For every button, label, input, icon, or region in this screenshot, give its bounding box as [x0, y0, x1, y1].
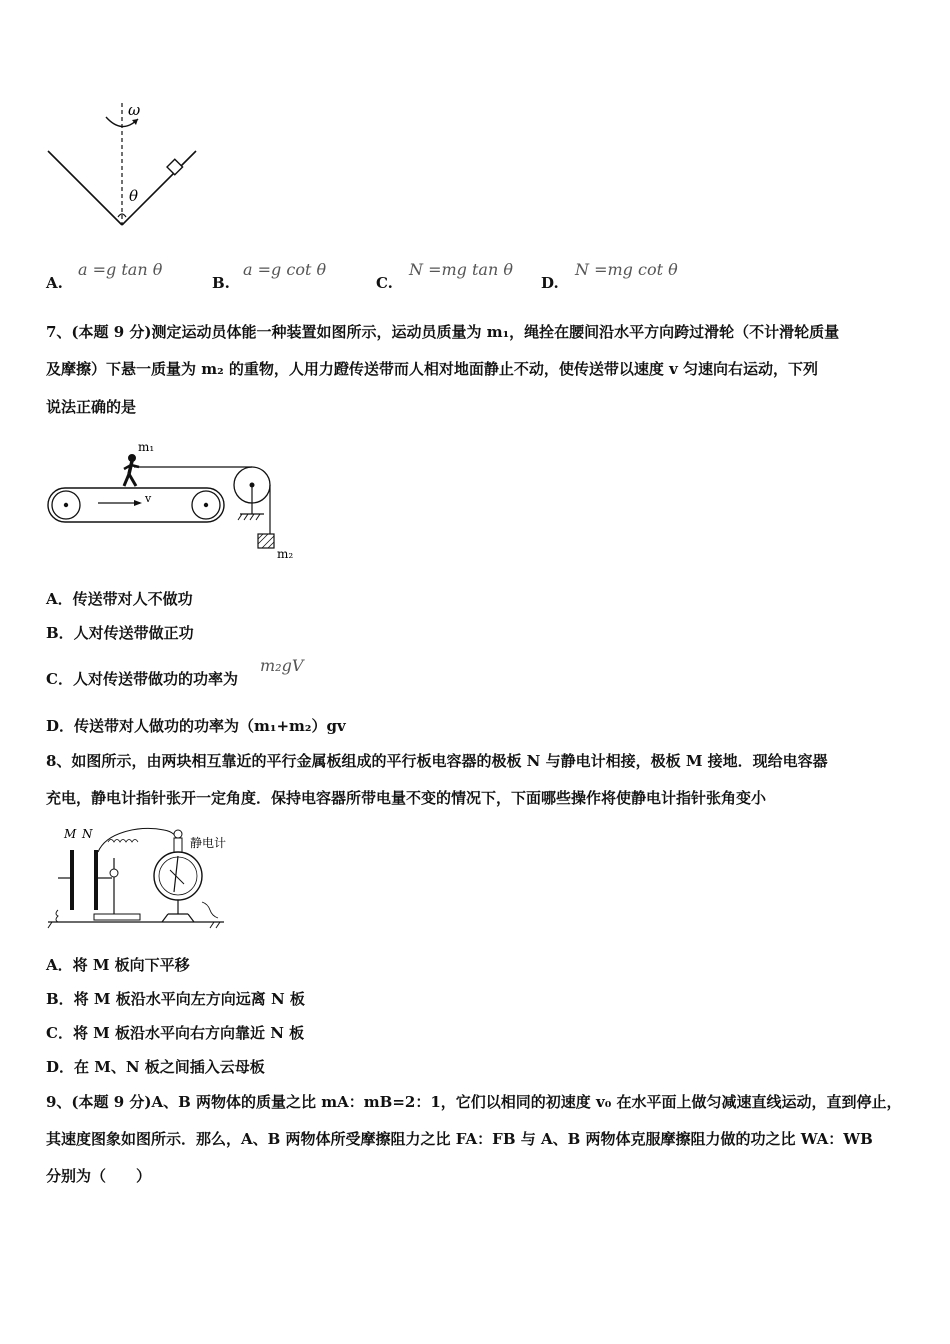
q7-option-c: C．人对传送带做功的功率为	[46, 670, 238, 688]
plate-n-label: N	[82, 827, 93, 841]
velocity-label: v	[145, 492, 152, 505]
q7-text-line3: 说法正确的是	[46, 398, 137, 416]
conveyor-figure	[44, 436, 304, 566]
q7-option-b: B．人对传送带做正功	[46, 624, 194, 642]
q7-option-c-formula: m₂gV	[260, 656, 304, 675]
cone-figure	[40, 95, 210, 235]
q8-option-d: D．在 M、N 板之间插入云母板	[46, 1058, 265, 1076]
m2-label: m₂	[277, 547, 294, 561]
q8-option-c: C．将 M 板沿水平向右方向靠近 N 板	[46, 1024, 305, 1042]
q8-option-a: A．将 M 板向下平移	[46, 956, 190, 974]
electrometer-label: 静电计	[190, 836, 227, 850]
q6-option-d-letter: D.	[541, 274, 559, 292]
q6-option-c-letter: C.	[376, 274, 393, 292]
q6-option-d-formula: N =mg cot θ	[575, 260, 678, 279]
q8-text-line2: 充电，静电计指针张开一定角度．保持电容器所带电量不变的情况下，下面哪些操作将使静电计指针张角变小	[46, 789, 767, 807]
plate-m	[70, 850, 74, 910]
q7-text-line1: 7、(本题 9 分)测定运动员体能一种装置如图所示，运动员质量为 m₁，绳拴在腰间沿水平方向跨过滑轮（不计滑轮质量	[46, 323, 840, 341]
plate-n	[94, 850, 98, 910]
capacitor-figure	[44, 818, 244, 933]
m1-label: m₁	[138, 440, 155, 454]
q6-option-b-letter: B.	[212, 274, 230, 292]
q7-option-d: D．传送带对人做功的功率为（m₁+m₂）gv	[46, 717, 346, 735]
runner	[124, 455, 139, 487]
q7-option-a: A．传送带对人不做功	[46, 590, 193, 608]
cone-left-wall	[48, 151, 122, 225]
q6-option-a-formula: a =g tan θ	[78, 260, 163, 279]
q7-text-line2: 及摩擦）下悬一质量为 m₂ 的重物，人用力蹬传送带而人相对地面静止不动，使传送带以速度 v 匀速向右运动，下列	[46, 360, 819, 378]
q8-text-line1: 8、如图所示，由两块相互靠近的平行金属板组成的平行板电容器的极板 N 与静电计相接，极板 M 接地．现给电容器	[46, 752, 828, 770]
plate-m-label: M	[64, 827, 77, 841]
q6-option-a-letter: A.	[46, 274, 63, 292]
q9-text-line3: 分别为（ ）	[46, 1167, 152, 1185]
q6-option-c-formula: N =mg tan θ	[409, 260, 513, 279]
q9-text-line2: 其速度图象如图所示．那么，A、B 两物体所受摩擦阻力之比 FA：FB 与 A、B 两物体克服摩擦阻力做的功之比 WA：WB	[46, 1130, 873, 1148]
q9-text-line1: 9、(本题 9 分)A、B 两物体的质量之比 mA：mB=2：1，它们以相同的初速度 v₀ 在水平面上做匀减速直线运动，直到停止，	[46, 1093, 902, 1111]
omega-label: ω	[128, 101, 141, 119]
block	[167, 159, 183, 175]
theta-label: θ	[129, 187, 139, 205]
q8-option-b: B．将 M 板沿水平向左方向远离 N 板	[46, 990, 305, 1008]
q6-option-b-formula: a =g cot θ	[243, 260, 327, 279]
